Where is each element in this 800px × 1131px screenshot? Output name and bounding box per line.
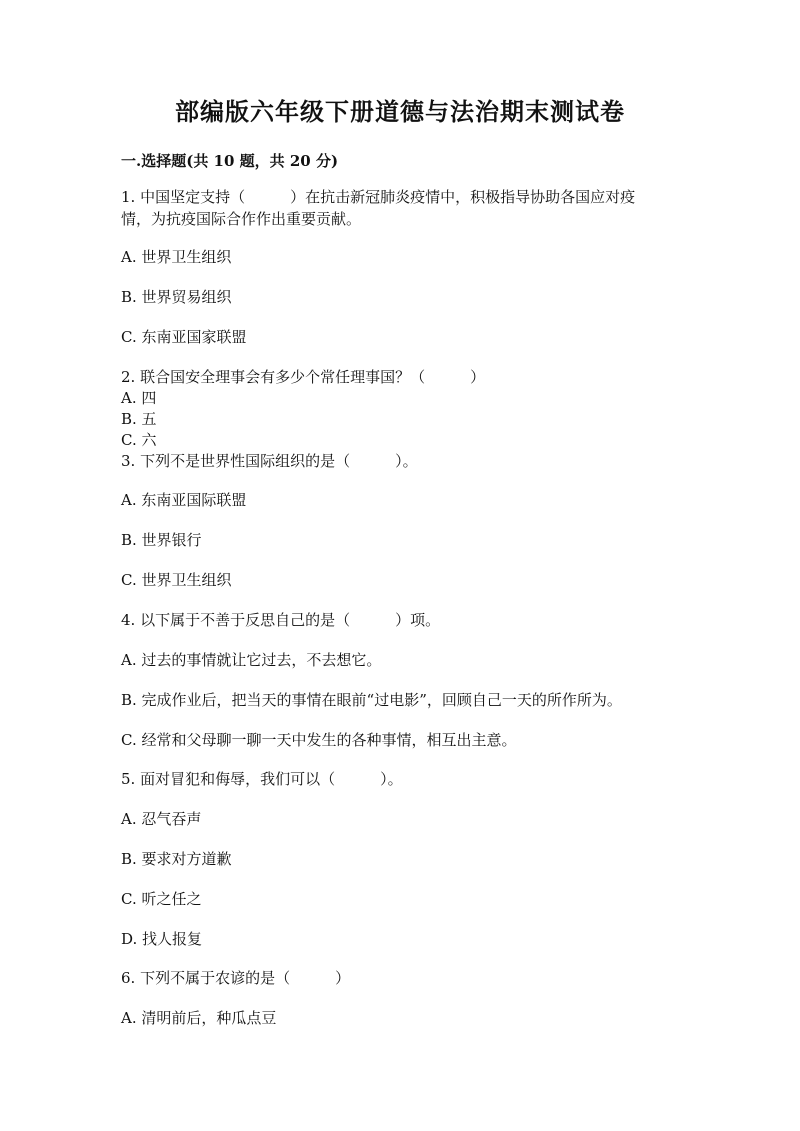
question-5-option-b: B. 要求对方道歉 [121,850,232,868]
question-2-option-a: A. 四 [121,389,157,407]
question-6-stem: 6. 下列不属于农谚的是（ ） [121,969,351,987]
question-3-stem: 3. 下列不是世界性国际组织的是（ ）。 [121,452,418,470]
question-3-option-a: A. 东南亚国际联盟 [121,491,247,509]
question-3-option-b: B. 世界银行 [121,531,202,549]
question-5-option-a: A. 忍气吞声 [121,810,202,828]
question-2-option-c: C. 六 [121,431,157,449]
question-1-option-c: C. 东南亚国家联盟 [121,328,247,346]
question-1-option-b: B. 世界贸易组织 [121,288,232,306]
question-3-option-c: C. 世界卫生组织 [121,571,232,589]
question-6-option-a: A. 清明前后，种瓜点豆 [121,1009,277,1027]
question-5-option-c: C. 听之任之 [121,890,202,908]
question-5-stem: 5. 面对冒犯和侮辱，我们可以（ ）。 [121,770,403,788]
question-2-option-b: B. 五 [121,410,157,428]
question-4-option-b: B. 完成作业后，把当天的事情在眼前“过电影”，回顾自己一天的所作所为。 [121,691,622,709]
question-4-option-c: C. 经常和父母聊一聊一天中发生的各种事情，相互出主意。 [121,731,517,749]
question-1-option-a: A. 世界卫生组织 [121,248,232,266]
question-4-option-a: A. 过去的事情就让它过去，不去想它。 [121,651,382,669]
question-2-stem: 2. 联合国安全理事会有多少个常任理事国？（ ） [121,368,486,386]
question-5-option-d: D. 找人报复 [121,930,203,948]
section-heading: 一.选择题(共 10 题，共 20 分) [121,152,339,170]
question-4-stem: 4. 以下属于不善于反思自己的是（ ）项。 [121,611,441,629]
question-1-stem-line-2: 情，为抗疫国际合作作出重要贡献。 [121,210,362,228]
question-1-stem-line-1: 1. 中国坚定支持（ ）在抗击新冠肺炎疫情中，积极指导协助各国应对疫 [121,188,636,206]
page-title: 部编版六年级下册道德与法治期末测试卷 [175,97,625,126]
